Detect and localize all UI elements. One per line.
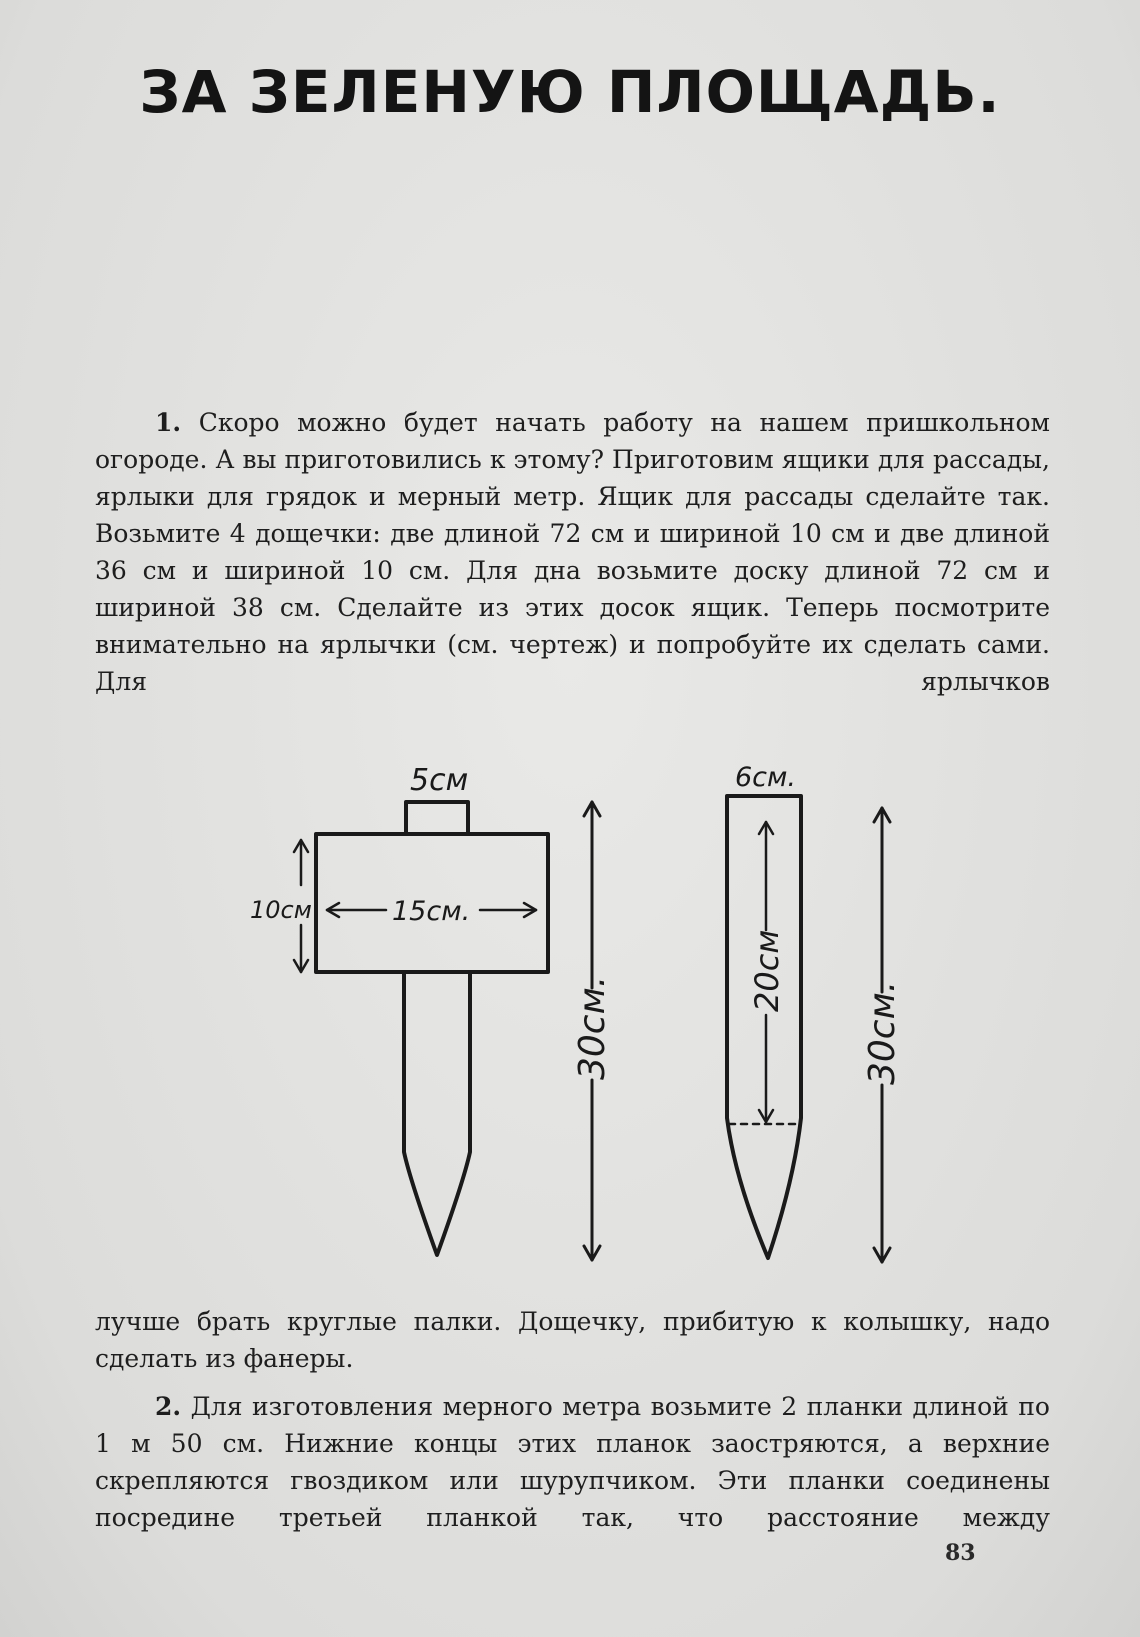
label-stakes-drawing [0, 740, 1140, 1280]
label-2-face-length: 20см [748, 929, 786, 1012]
paragraph-1-text: Скоро можно будет начать работу на нашем пришкольном огороде. А вы приготовились к этому? Приготовим ящики для рассады, ярлыки для грядок и мерный метр. Ящик для рассады сделайте так. Возьмите 4 дощечки: две длиной 72 см и шириной 10 см и две длиной 36 см и шириной 10 см. Для дна возьмите доску длиной 72 см и шириной 38 см. Сделайте из этих досок ящик. Теперь посмотрите внимательно на ярлычки (см. чертеж) и попробуйте их сделать сами. Для ярлычков [95, 408, 1051, 696]
label-1-board-width: 15см. [392, 896, 471, 927]
paragraph-2-text: Для изготовления мерного метра возьмите 2 планки длиной по 1 м 50 см. Нижние концы этих планок заостряются, а верхние скрепляются гвоздиком или шурупчиком. Эти планки соединены посредине третьей планкой так, что расстояние между [95, 1392, 1050, 1532]
label-2-total-length: 30см. [862, 980, 903, 1085]
paragraph-1 [95, 404, 1050, 700]
paragraph-2 [95, 1388, 1050, 1536]
label-2-stake [727, 796, 801, 1258]
label-1-top-tab [406, 802, 468, 834]
label-1-stake [404, 972, 470, 1255]
label-1-top-width: 5см [410, 763, 469, 798]
paragraph-1-number: 1. [155, 408, 182, 437]
label-1-total-length: 30см. [572, 975, 613, 1080]
page-number: 83 [945, 1540, 976, 1566]
page-title: ЗА ЗЕЛЕНУЮ ПЛОЩАДЬ. [139, 58, 1001, 126]
label-1-board-height: 10см [250, 896, 312, 924]
paragraph-2-number: 2. [155, 1392, 182, 1421]
paragraph-1-continuation: лучше брать круглые палки. Дощечку, прибитую к колышку, надо сделать из фанеры. [95, 1307, 1050, 1373]
label-2-width: 6см. [735, 762, 796, 793]
